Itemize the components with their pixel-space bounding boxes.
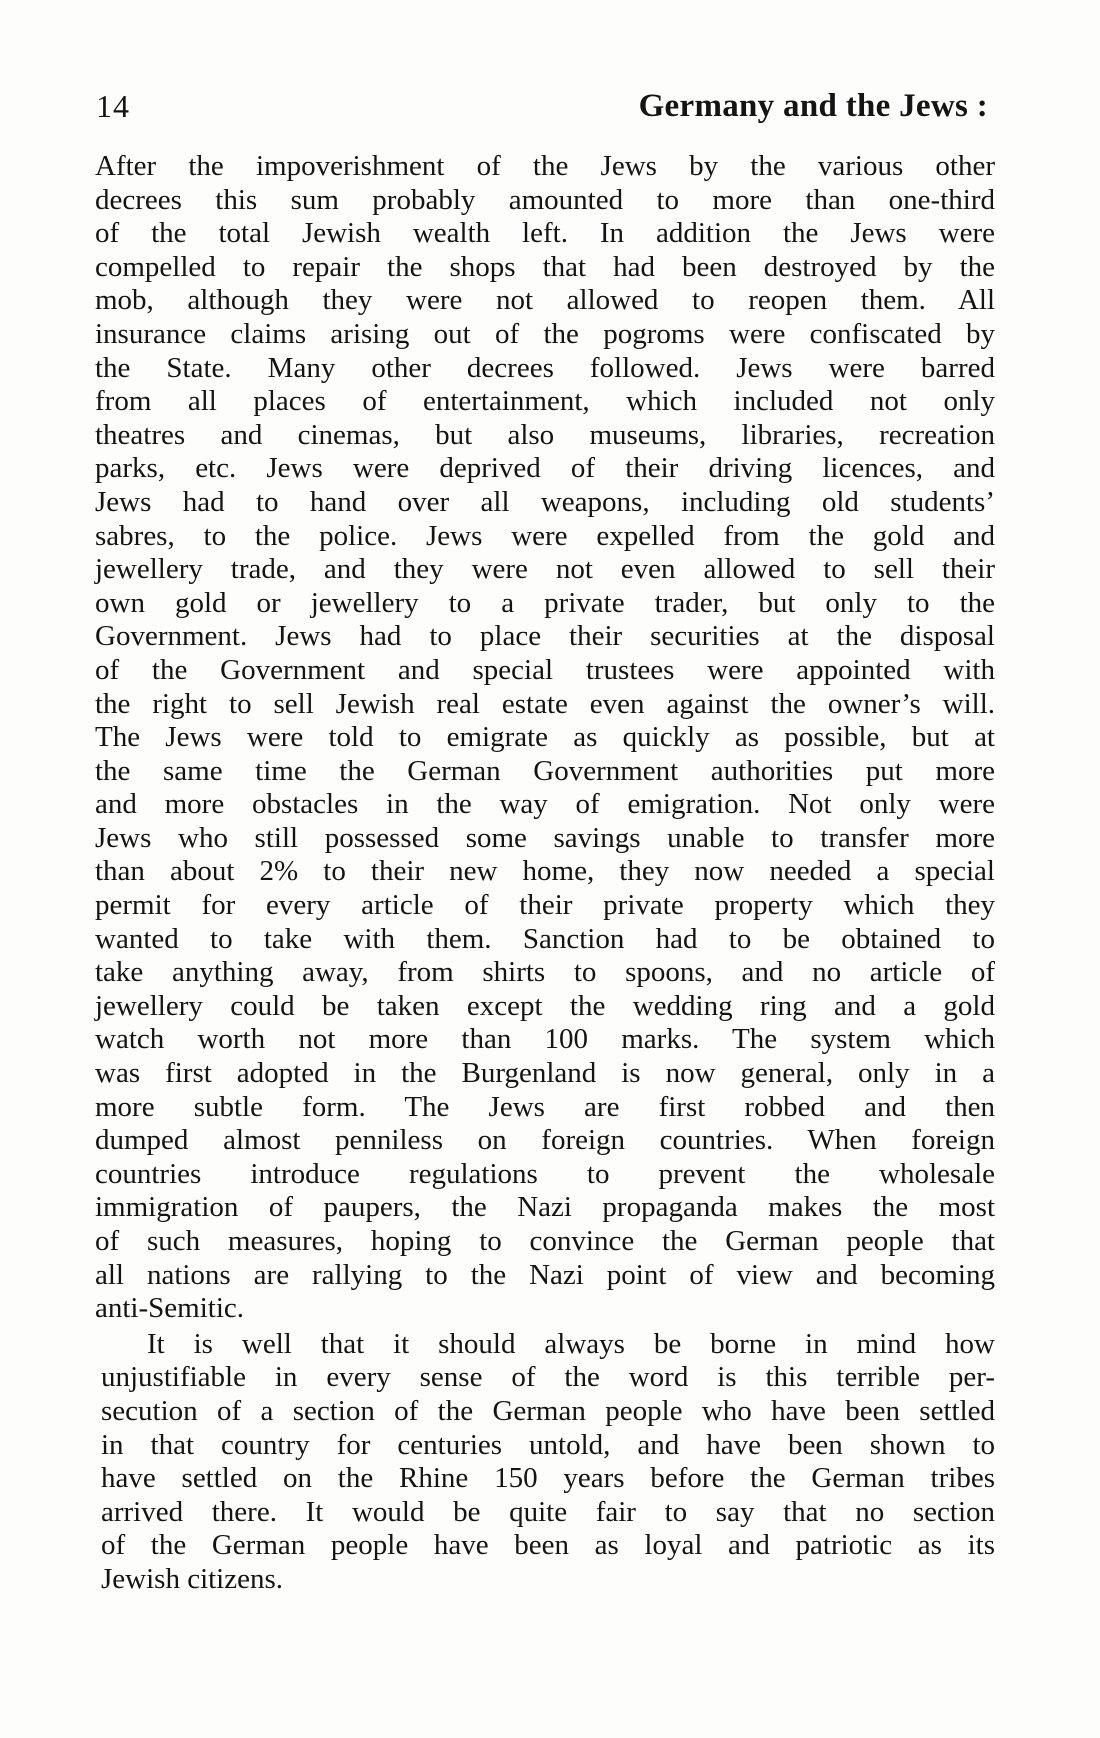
running-head — [96, 84, 988, 128]
text-line: permit for every article of their private property which they — [95, 889, 995, 922]
text-line: the same time the German Government authorities put more — [95, 754, 995, 787]
text-line: Jews who still possessed some savings unable to transfer more — [95, 821, 995, 854]
text-line: take anything away, from shirts to spoons, and no article of — [95, 956, 995, 989]
text-line: jewellery could be taken except the wedding ring and a gold — [95, 989, 995, 1022]
text-line: more subtle form. The Jews are first robbed and then — [95, 1090, 995, 1123]
body-text — [95, 150, 995, 1597]
text-line: wanted to take with them. Sanction had to be obtained to — [95, 922, 995, 955]
text-line: of such measures, hoping to convince the German people that — [95, 1225, 995, 1257]
text-line: than about 2% to their new home, they now needed a special — [95, 855, 995, 888]
text-line: It is well that it should always be borne in mind how — [147, 1327, 995, 1360]
text-line: compelled to repair the shops that had been destroyed by the — [95, 250, 995, 283]
text-line: from all places of entertainment, which included not only — [95, 385, 995, 418]
text-line: and more obstacles in the way of emigration. Not only were — [95, 788, 995, 821]
text-line: Government. Jews had to place their securities at the disposal — [95, 620, 995, 653]
text-line: insurance claims arising out of the pogroms were confiscated by — [95, 317, 995, 350]
text-line: watch worth not more than 100 marks. The system which — [95, 1023, 995, 1056]
text-line: arrived there. It would be quite fair to say that no section — [101, 1495, 995, 1528]
text-line: dumped almost penniless on foreign countries. When foreign — [95, 1124, 995, 1157]
text-line: sabres, to the police. Jews were expelled from the gold and — [95, 519, 995, 552]
text-line: the State. Many other decrees followed. Jews were barred — [95, 351, 995, 384]
text-line: was first adopted in the Burgenland is now general, only in a — [95, 1057, 995, 1090]
paragraph-1 — [95, 150, 995, 1326]
text-line: After the impoverishment of the Jews by the various other — [95, 150, 995, 182]
paragraph-2 — [95, 1328, 995, 1597]
text-line: all nations are rallying to the Nazi point of view and becoming — [95, 1258, 995, 1291]
text-line: mob, although they were not allowed to reopen them. All — [95, 284, 995, 317]
text-line: of the Government and special trustees were appointed with — [95, 653, 995, 686]
text-line: decrees this sum probably amounted to more than one-third — [95, 183, 995, 216]
text-line: jewellery trade, and they were not even allowed to sell their — [95, 553, 995, 586]
text-line: Jews had to hand over all weapons, including old students’ — [95, 485, 995, 518]
text-line: own gold or jewellery to a private trader, but only to the — [95, 586, 995, 619]
text-line: secution of a section of the German people who have been settled — [101, 1394, 995, 1427]
text-line: of the total Jewish wealth left. In addition the Jews were — [95, 217, 995, 250]
text-line: countries introduce regulations to prevent the wholesale — [95, 1157, 995, 1190]
text-line: have settled on the Rhine 150 years before the German tribes — [101, 1462, 995, 1495]
text-line: in that country for centuries untold, and have been shown to — [101, 1428, 995, 1461]
text-line: Jewish citizens. — [101, 1562, 284, 1595]
text-line: theatres and cinemas, but also museums, libraries, recreation — [95, 418, 995, 451]
text-line: of the German people have been as loyal and patriotic as its — [101, 1529, 995, 1562]
text-line: anti-Semitic. — [95, 1292, 244, 1325]
text-line: The Jews were told to emigrate as quickly as possible, but at — [95, 721, 995, 754]
text-line: parks, etc. Jews were deprived of their driving licences, and — [95, 452, 995, 485]
text-line: immigration of paupers, the Nazi propaganda makes the most — [95, 1191, 995, 1224]
text-line: the right to sell Jewish real estate even against the owner’s will. — [95, 687, 995, 720]
running-title: Germany and the Jews : — [638, 88, 988, 124]
text-line: unjustifiable in every sense of the word is this terrible per- — [101, 1361, 995, 1394]
page-number: 14 — [96, 88, 130, 124]
